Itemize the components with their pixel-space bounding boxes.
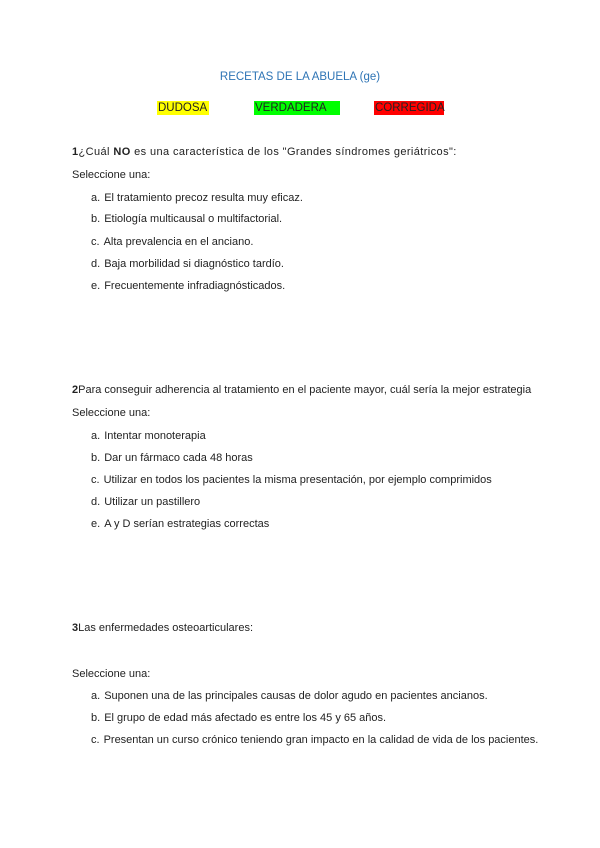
question-text: Las enfermedades osteoarticulares:	[78, 622, 254, 634]
question-2-option-e[interactable]	[91, 518, 269, 530]
option-letter: c.	[91, 734, 100, 746]
option-text: El grupo de edad más afectado es entre los 45 y 65 años.	[104, 712, 387, 724]
option-text: Frecuentemente infradiagnósticados.	[104, 280, 286, 292]
legend-verdadera: VERDADERA	[254, 101, 340, 115]
option-letter: e.	[91, 280, 101, 292]
option-letter: a.	[91, 690, 101, 702]
question-number: 2	[72, 384, 79, 396]
option-letter: c.	[91, 236, 100, 248]
question-text-prefix: ¿Cuál	[78, 146, 114, 158]
page-title: RECETAS DE LA ABUELA (ge)	[219, 71, 381, 83]
option-text: Intentar monoterapia	[104, 430, 206, 442]
option-text: Utilizar un pastillero	[104, 496, 201, 508]
option-letter: b.	[91, 712, 101, 724]
option-text: Utilizar en todos los pacientes la misma presentación, por ejemplo comprimidos	[103, 474, 492, 486]
option-text: Etiología multicausal o multifactorial.	[104, 213, 283, 225]
option-letter: a.	[91, 192, 101, 204]
option-text: Presentan un curso crónico teniendo gran impacto en la calidad de vida de los pacientes.	[103, 734, 539, 746]
question-1-option-b[interactable]	[91, 213, 282, 225]
question-number: 3	[72, 622, 79, 634]
question-1-option-c[interactable]	[91, 236, 253, 248]
question-1-option-a[interactable]	[91, 192, 303, 204]
question-1-title	[72, 146, 457, 158]
option-letter: b.	[91, 452, 101, 464]
question-2-option-b[interactable]	[91, 452, 253, 464]
question-number: 1	[72, 146, 79, 158]
option-text: Suponen una de las principales causas de dolor agudo en pacientes ancianos.	[104, 690, 488, 702]
question-text-bold: NO	[113, 146, 131, 158]
option-letter: d.	[91, 258, 101, 270]
question-3-option-a[interactable]	[91, 690, 488, 702]
legend-corregida: CORREGIDA	[375, 102, 445, 114]
question-2-option-a[interactable]	[91, 430, 206, 442]
option-text: Dar un fármaco cada 48 horas	[104, 452, 253, 464]
question-3-title	[72, 622, 253, 634]
question-text: Para conseguir adherencia al tratamiento en el paciente mayor, cuál sería la mejor estrategia	[78, 384, 532, 396]
legend-dudosa: DUDOSA	[158, 102, 208, 114]
option-text: El tratamiento precoz resulta muy eficaz.	[104, 192, 303, 204]
option-letter: c.	[91, 474, 100, 486]
option-letter: d.	[91, 496, 101, 508]
question-3-select-label: Seleccione una:	[72, 668, 151, 680]
option-letter: a.	[91, 430, 101, 442]
question-1-select-label: Seleccione una:	[72, 169, 151, 181]
question-1-option-e[interactable]	[91, 280, 285, 292]
option-letter: e.	[91, 518, 101, 530]
question-3-option-c[interactable]	[91, 734, 538, 746]
question-3-option-b[interactable]	[91, 712, 386, 724]
question-2-title	[72, 384, 531, 396]
question-1-option-d[interactable]	[91, 258, 284, 270]
option-text: Baja morbilidad si diagnóstico tardío.	[104, 258, 284, 270]
question-2-option-d[interactable]	[91, 496, 200, 508]
question-text-suffix: es una característica de los "Grandes síndromes geriátricos":	[130, 146, 457, 158]
option-text: A y D serían estrategias correctas	[104, 518, 270, 530]
option-letter: b.	[91, 213, 101, 225]
question-2-select-label: Seleccione una:	[72, 407, 151, 419]
question-2-option-c[interactable]	[91, 474, 492, 486]
option-text: Alta prevalencia en el anciano.	[103, 236, 254, 248]
